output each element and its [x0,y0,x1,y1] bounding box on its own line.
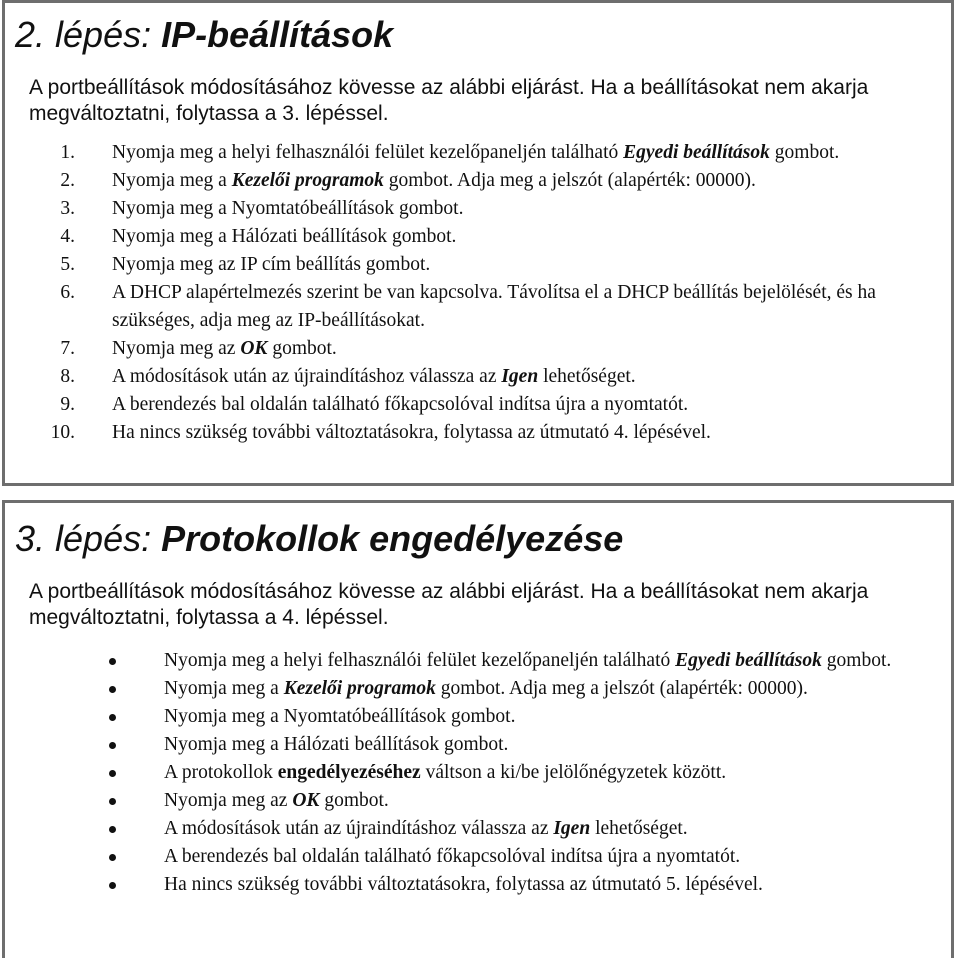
list-item [35,759,945,787]
step-text: A protokollok [164,762,278,783]
step-text: gombot. [319,790,389,811]
step-text: Ha nincs szükség további változtatásokra, folytassa az útmutató 4. lépésével. [112,422,711,443]
step-label: 2. lépés: [15,14,162,55]
step-text: Ha nincs szükség további változtatásokra, folytassa az útmutató 5. lépésével. [164,874,763,895]
step-text: Nyomja meg a Nyomtatóbeállítások gombot. [164,706,516,727]
button-name: OK [292,790,320,811]
bullet-icon [109,686,116,693]
bullet-icon [109,826,116,833]
bullet-icon [109,882,116,889]
bullet-icon [109,714,116,721]
emphasis: engedélyezéséhez [277,762,421,783]
bullet-steps-list [35,647,945,899]
step-text: gombot. [821,650,892,671]
list-item [35,195,935,223]
step-number: 4. [60,226,75,247]
list-item [35,731,945,759]
step-number: 6. [60,282,75,303]
numbered-steps-list [35,139,935,447]
step-label: 3. lépés: [15,518,162,559]
list-item [35,675,945,703]
button-name: Kezelői programok [283,678,436,699]
list-item [35,703,945,731]
list-item [35,223,935,251]
list-item [35,647,945,675]
step-number: 1. [60,142,75,163]
list-item [35,335,935,363]
section-title [15,519,623,559]
bullet-icon [109,742,116,749]
button-name: Egyedi beállítások [623,142,770,163]
list-item [35,279,935,335]
list-item [35,843,945,871]
step-text: lehetőséget. [590,818,688,839]
step-text: gombot. Adja meg a jelszót (alapérték: 00000). [435,678,808,699]
step-text: Nyomja meg a [112,170,232,191]
step-text: Nyomja meg az [164,790,293,811]
step-title: Protokollok engedélyezése [161,518,624,559]
step-text: A berendezés bal oldalán található főkapcsolóval indítsa újra a nyomtatót. [164,846,741,867]
step-text: Nyomja meg a [164,678,284,699]
step-text: Nyomja meg a helyi felhasználói felület kezelőpaneljén található [164,650,676,671]
step-text: váltson a ki/be jelölőnégyzetek között. [420,762,727,783]
step-text: gombot. [769,142,840,163]
step-text: A DHCP alapértelmezés szerint be van kapcsolva. Távolítsa el a DHCP beállítás bejelölését, és ha szükséges, adja meg az IP-beállításokat. [112,282,876,331]
section-intro: A portbeállítások módosításához kövesse az alábbi eljárást. Ha a beállításokat nem akarja megváltoztatni, folytassa a 3. lépéssel. [29,76,869,125]
step-text: Nyomja meg a Hálózati beállítások gombot. [164,734,509,755]
step-number: 8. [60,366,75,387]
step-text: Nyomja meg a helyi felhasználói felület kezelőpaneljén található [112,142,624,163]
ip-settings-section [2,0,954,486]
list-item [35,815,945,843]
step-text: lehetőséget. [538,366,636,387]
step-number: 10. [50,422,75,443]
step-text: gombot. [267,338,337,359]
step-text: A módosítások után az újraindításhoz válassza az [164,818,554,839]
step-title: IP-beállítások [161,14,394,55]
step-text: Nyomja meg a Hálózati beállítások gombot. [112,226,457,247]
step-text: gombot. Adja meg a jelszót (alapérték: 00000). [383,170,756,191]
bullet-icon [109,658,116,665]
bullet-icon [109,854,116,861]
button-name: Kezelői programok [231,170,384,191]
list-item [35,787,945,815]
list-item [35,391,935,419]
step-number: 3. [60,198,75,219]
list-item [35,871,945,899]
section-intro: A portbeállítások módosításához kövesse az alábbi eljárást. Ha a beállításokat nem akarja megváltoztatni, folytassa a 4. lépéssel. [29,580,869,629]
button-name: OK [240,338,268,359]
step-text: Nyomja meg az IP cím beállítás gombot. [112,254,431,275]
button-name: Igen [553,818,591,839]
section-title [15,15,393,55]
protocols-section [2,500,954,958]
step-text: Nyomja meg az [112,338,241,359]
step-number: 7. [60,338,75,359]
step-number: 2. [60,170,75,191]
button-name: Igen [501,366,539,387]
list-item [35,363,935,391]
bullet-icon [109,798,116,805]
list-item [35,251,935,279]
step-number: 5. [60,254,75,275]
list-item [35,167,935,195]
step-text: A módosítások után az újraindításhoz válassza az [112,366,502,387]
step-number: 9. [60,394,75,415]
list-item [35,139,935,167]
step-text: A berendezés bal oldalán található főkapcsolóval indítsa újra a nyomtatót. [112,394,689,415]
bullet-icon [109,770,116,777]
list-item [35,419,935,447]
step-text: Nyomja meg a Nyomtatóbeállítások gombot. [112,198,464,219]
button-name: Egyedi beállítások [675,650,822,671]
